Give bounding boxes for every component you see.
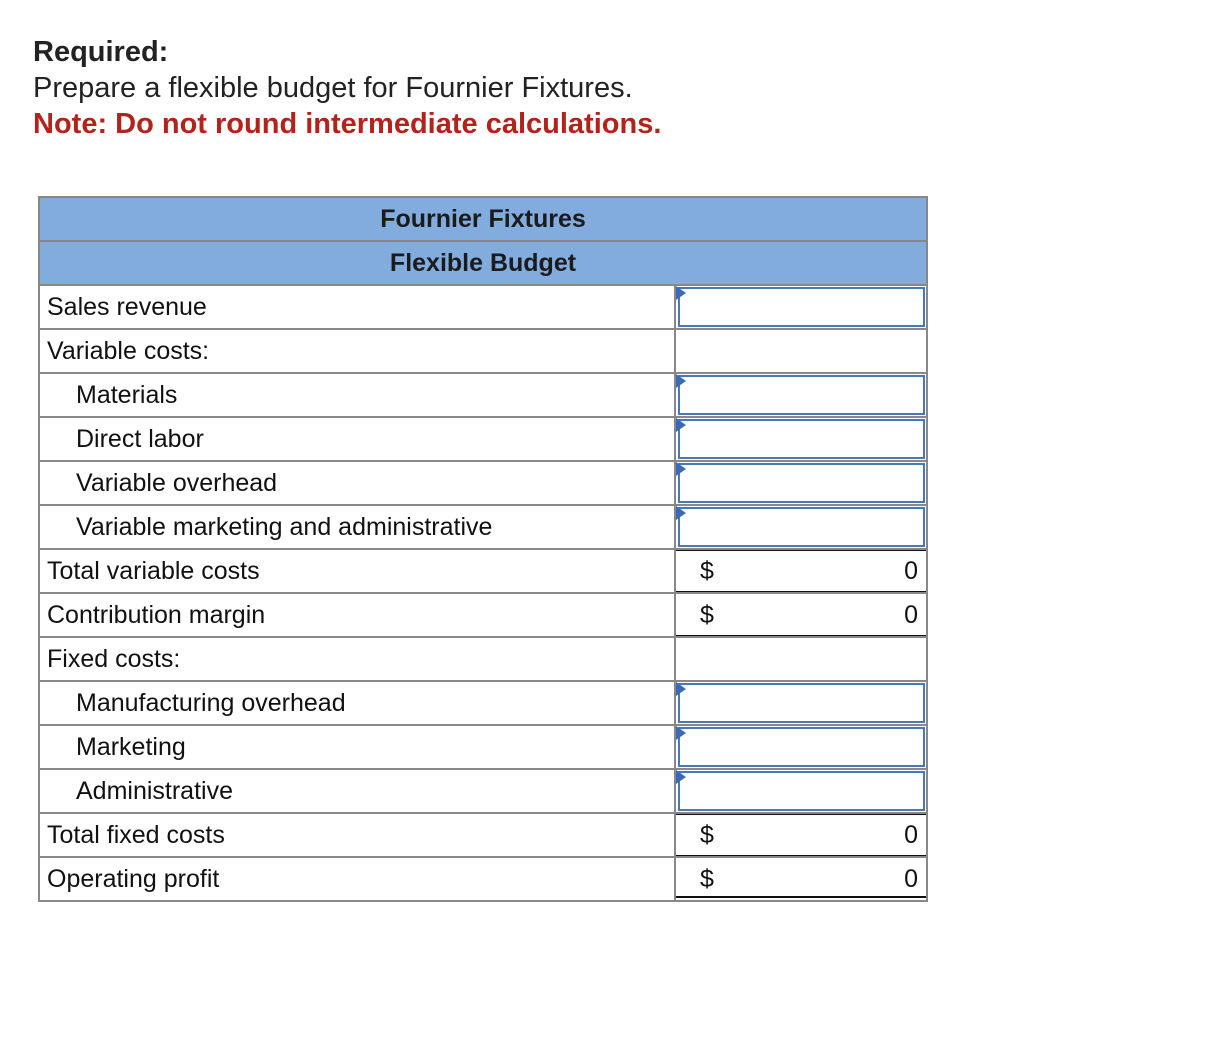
table-row: [39, 329, 927, 373]
currency-symbol: $: [700, 601, 714, 629]
sales-revenue-input[interactable]: [680, 289, 923, 325]
total-fixed-costs-amount: 0: [904, 821, 918, 849]
currency-symbol: $: [700, 821, 714, 849]
note-text: Note: Do not round intermediate calculations.: [33, 108, 662, 140]
row-label-fixed-costs: Fixed costs:: [39, 637, 675, 681]
direct-labor-input[interactable]: [680, 421, 923, 457]
operating-profit-value: [676, 858, 926, 900]
table-row: [39, 593, 927, 637]
contribution-margin-cell: [675, 593, 927, 637]
materials-cell: [675, 373, 927, 417]
direct-labor-cell: [675, 417, 927, 461]
table-row: [39, 857, 927, 901]
row-label-marketing: Marketing: [39, 725, 675, 769]
double-underline-rule: [676, 896, 926, 901]
total-variable-costs-cell: [675, 549, 927, 593]
table-title: Fournier Fixtures: [39, 197, 927, 241]
table-row: [39, 549, 927, 593]
currency-symbol: $: [700, 557, 714, 585]
operating-profit-cell: [675, 857, 927, 901]
row-label-operating-profit: Operating profit: [39, 857, 675, 901]
manufacturing-overhead-cell: [675, 681, 927, 725]
materials-input-box: [678, 375, 925, 415]
total-variable-costs-value: [676, 550, 926, 592]
instructions: [33, 34, 1183, 142]
input-flag-icon: [676, 770, 686, 784]
row-label-total-variable-costs: Total variable costs: [39, 549, 675, 593]
table-row: [39, 813, 927, 857]
table-row: [39, 505, 927, 549]
variable-marketing-admin-input-box: [678, 507, 925, 547]
table-row: [39, 681, 927, 725]
row-label-direct-labor: Direct labor: [39, 417, 675, 461]
marketing-input[interactable]: [680, 729, 923, 765]
table-row: [39, 461, 927, 505]
currency-symbol: $: [700, 865, 714, 893]
variable-marketing-admin-cell: [675, 505, 927, 549]
input-flag-icon: [676, 286, 686, 300]
total-fixed-costs-value: [676, 814, 926, 856]
required-heading: Required:: [33, 36, 169, 68]
input-flag-icon: [676, 462, 686, 476]
input-flag-icon: [676, 726, 686, 740]
input-flag-icon: [676, 418, 686, 432]
row-label-variable-costs: Variable costs:: [39, 329, 675, 373]
flexible-budget-table: [38, 196, 928, 902]
marketing-cell: [675, 725, 927, 769]
direct-labor-input-box: [678, 419, 925, 459]
administrative-input-box: [678, 771, 925, 811]
administrative-input[interactable]: [680, 773, 923, 809]
variable-overhead-cell: [675, 461, 927, 505]
table-row: [39, 373, 927, 417]
instruction-text: Prepare a flexible budget for Fournier Fixtures.: [33, 72, 633, 104]
materials-input[interactable]: [680, 377, 923, 413]
variable-costs-empty-cell: [675, 329, 927, 373]
input-flag-icon: [676, 374, 686, 388]
row-label-materials: Materials: [39, 373, 675, 417]
table-row: [39, 285, 927, 329]
marketing-input-box: [678, 727, 925, 767]
table-title-row: [39, 197, 927, 241]
underline-rule: [676, 813, 926, 815]
row-label-contribution-margin: Contribution margin: [39, 593, 675, 637]
table-row: [39, 725, 927, 769]
table-row: [39, 769, 927, 813]
variable-overhead-input-box: [678, 463, 925, 503]
contribution-margin-value: [676, 594, 926, 636]
row-label-total-fixed-costs: Total fixed costs: [39, 813, 675, 857]
operating-profit-amount: 0: [904, 865, 918, 893]
row-label-variable-overhead: Variable overhead: [39, 461, 675, 505]
underline-rule: [676, 549, 926, 551]
variable-overhead-input[interactable]: [680, 465, 923, 501]
table-row: [39, 637, 927, 681]
input-flag-icon: [676, 506, 686, 520]
variable-marketing-admin-input[interactable]: [680, 509, 923, 545]
manufacturing-overhead-input-box: [678, 683, 925, 723]
sales-revenue-cell: [675, 285, 927, 329]
row-label-variable-marketing-admin: Variable marketing and administrative: [39, 505, 675, 549]
row-label-administrative: Administrative: [39, 769, 675, 813]
table-subtitle-row: [39, 241, 927, 285]
fixed-costs-empty-cell: [675, 637, 927, 681]
contribution-margin-amount: 0: [904, 601, 918, 629]
row-label-sales-revenue: Sales revenue: [39, 285, 675, 329]
manufacturing-overhead-input[interactable]: [680, 685, 923, 721]
total-variable-costs-amount: 0: [904, 557, 918, 585]
administrative-cell: [675, 769, 927, 813]
table-row: [39, 417, 927, 461]
table-subtitle: Flexible Budget: [39, 241, 927, 285]
sales-revenue-input-box: [678, 287, 925, 327]
total-fixed-costs-cell: [675, 813, 927, 857]
input-flag-icon: [676, 682, 686, 696]
row-label-manufacturing-overhead: Manufacturing overhead: [39, 681, 675, 725]
